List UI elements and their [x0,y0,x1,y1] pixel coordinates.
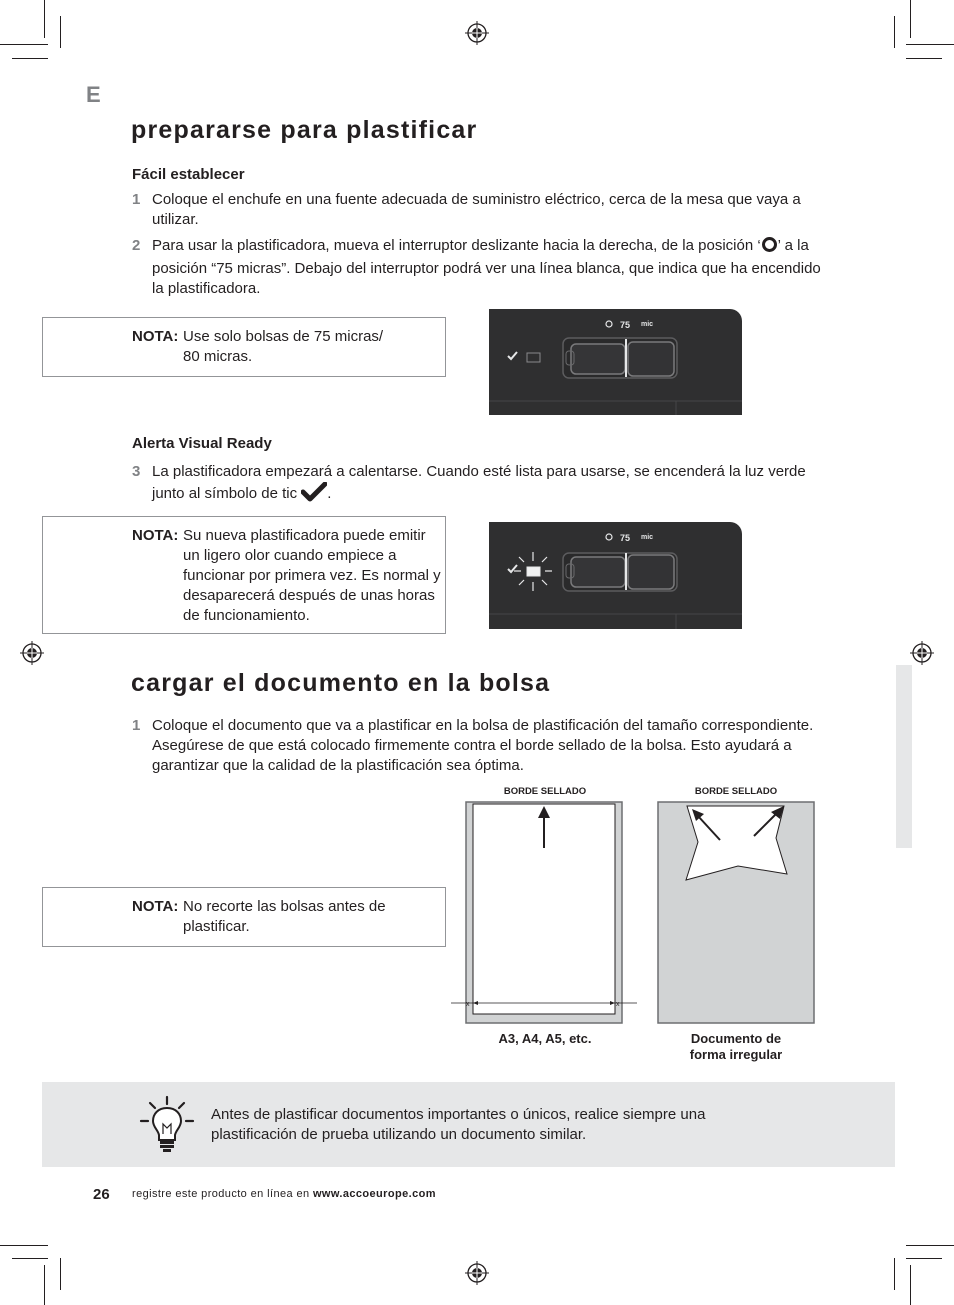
caption-standard-sizes: A3, A4, A5, etc. [498,1031,592,1046]
footer-text: registre este producto en línea en [132,1188,313,1200]
step-number: 1 [132,717,141,734]
step-text-suffix: . [327,485,332,502]
tick-icon [301,482,327,508]
photo-label-75: 75 [620,320,631,330]
note-box-pouches [42,317,446,377]
registration-mark-left-icon [20,641,44,665]
step-1 [132,190,822,230]
step-3 [132,462,822,508]
note-box-odor [42,516,446,634]
step-text: Coloque el documento que va a plastificar en la bolsa de plastificación del tamaño correspondiente. Asegúrese de que está colocado firmemente contra el borde sellado de la bolsa. Esto ayudará a garantizar que la calidad de la plastificación sea óptima. [152,717,814,774]
caption-irregular-line2: forma irregular [689,1047,783,1062]
laminator-ready-light-photo [489,522,742,629]
subheading-easy-setup: Fácil establecer [132,166,245,183]
step-text: La plastificadora empezará a calentarse. Cuando esté lista para usarse, se encenderá la luz verde junto al símbolo de tic [152,463,806,502]
subheading-ready-alert: Alerta Visual Ready [132,435,272,452]
registration-mark-top-icon [465,21,489,45]
note-text: Use solo bolsas de 75 micras/ 80 micras. [183,328,384,365]
note-label: NOTA: [132,328,179,345]
step-load-1 [132,716,822,776]
note-text: No recorte las bolsas antes de plastificar. [183,898,386,935]
pouch-diagram-standard [451,800,639,1026]
side-tab-ribbon [896,665,912,848]
step-text-before: Para usar la plastificadora, mueva el interruptor deslizante hacia la derecha, de la posición ‘ [152,237,761,254]
section-title-load: cargar el documento en la bolsa [131,669,551,697]
tip-box [42,1082,895,1167]
margin-mark-right: x [616,1001,620,1008]
step-number: 1 [132,191,141,208]
note-label: NOTA: [132,898,179,915]
sealed-edge-label-right: BORDE SELLADO [694,786,778,797]
page-number: 26 [93,1186,110,1203]
step-text-after: ’ a la posición “75 micras”. Debajo del interruptor podrá ver una línea blanca, que indica que ha encendido la plastificadora. [152,237,821,297]
note-text: Su nueva plastificadora puede emitir un ligero olor cuando empiece a funcionar por primera vez. Es normal y desaparecerá después de unas horas de funcionamiento. [183,527,441,624]
step-number: 3 [132,463,141,480]
tip-text: Antes de plastificar documentos importantes o únicos, realice siempre una plastificación de prueba utilizando un documento similar. [211,1106,706,1143]
footer-register [132,1188,436,1200]
photo-label-75: 75 [620,533,631,543]
note-label: NOTA: [132,527,179,544]
registration-mark-right-icon [910,641,934,665]
photo-label-mic: mic [641,534,654,541]
margin-mark-left: x [466,1001,470,1008]
step-number: 2 [132,237,141,254]
step-text: Coloque el enchufe en una fuente adecuada de suministro eléctrico, cerca de la mesa que vaya a utilizar. [152,191,801,228]
step-2 [132,236,822,299]
footer-url[interactable]: www.accoeurope.com [312,1188,436,1200]
caption-irregular [656,1031,816,1063]
photo-label-mic: mic [641,321,654,328]
language-marker: E [86,82,101,107]
lightbulb-icon [138,1094,196,1154]
sealed-edge-label-left: BORDE SELLADO [503,786,587,797]
section-title-prepare: prepararse para plastificar [131,116,478,144]
laminator-switch-photo-on [489,309,742,415]
pouch-diagram-irregular [656,800,818,1026]
caption-irregular-line1: Documento de [690,1031,782,1046]
note-box-no-trim [42,887,446,947]
registration-mark-bottom-icon [465,1261,489,1285]
off-position-icon [761,236,778,259]
